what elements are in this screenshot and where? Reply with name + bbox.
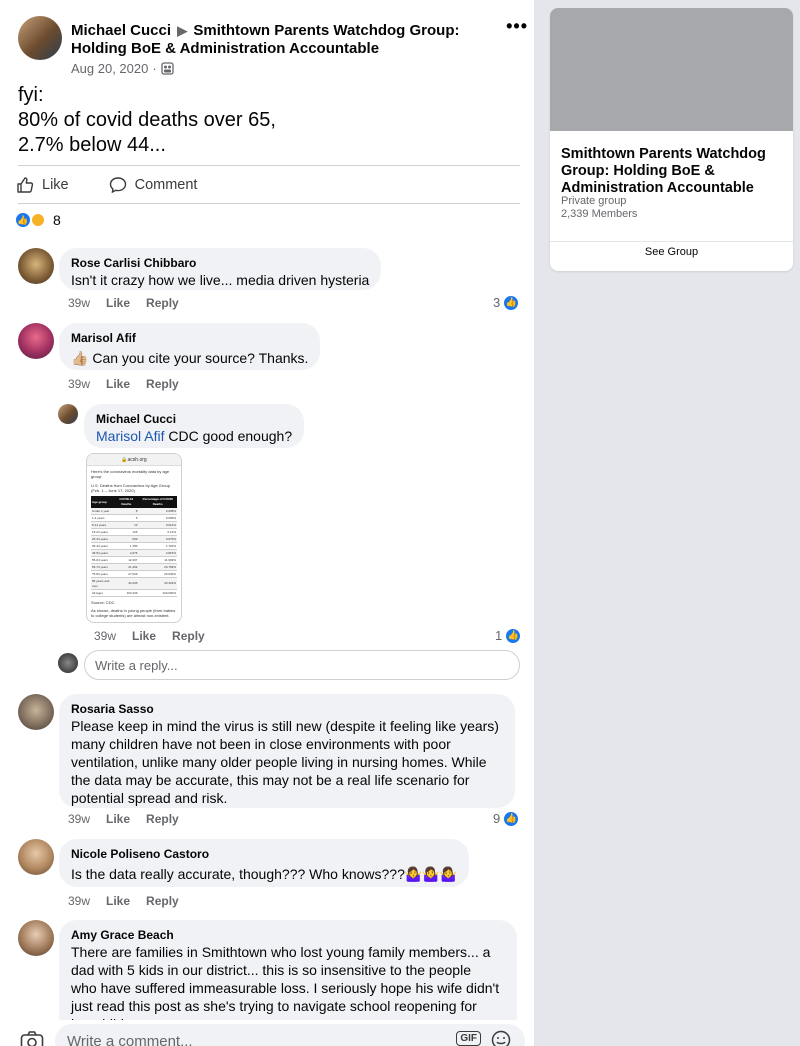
post-actions	[16, 173, 516, 197]
like-reaction-icon: 👍	[504, 812, 518, 826]
table-cell: 85 years and over	[91, 578, 114, 590]
comment-actions	[68, 894, 179, 908]
table-cell: 25-34 years	[91, 536, 114, 543]
post-meta	[71, 61, 174, 76]
comment-like-link[interactable]: Like	[132, 629, 157, 643]
comment	[18, 694, 523, 829]
table-cell: 11.909%	[138, 557, 177, 564]
article-content	[87, 466, 181, 621]
like-label: Like	[42, 177, 69, 193]
table-cell: 35-44 years	[91, 543, 114, 550]
comment-actions	[94, 629, 205, 643]
table-cell: 5-14 years	[91, 522, 114, 529]
comment-time[interactable]: 39w	[68, 812, 91, 826]
table-cell: 65-74 years	[91, 564, 114, 571]
divider	[550, 241, 793, 242]
comment-text	[71, 349, 308, 367]
table-cell: 26.640%	[138, 571, 177, 578]
group-card	[550, 8, 793, 271]
divider	[18, 165, 520, 166]
current-user-avatar	[58, 653, 78, 673]
table-row	[91, 571, 177, 578]
table-cell: 0.676%	[138, 536, 177, 543]
lock-icon: 🔒	[121, 456, 128, 463]
comment-bubble	[84, 404, 304, 448]
post-header	[18, 16, 528, 80]
comment-reply-link[interactable]: Reply	[172, 629, 205, 643]
table-cell: All Ages	[91, 590, 114, 597]
table-cell: 33.323%	[138, 578, 177, 590]
comment-text-body: Can you cite your source? Thanks.	[92, 350, 309, 366]
comment-actions	[68, 377, 179, 391]
table-cell: 5	[114, 515, 138, 522]
table-row	[91, 515, 177, 522]
table-body	[91, 508, 177, 597]
comment-reply-link[interactable]: Reply	[146, 812, 179, 826]
comment-like-link[interactable]: Like	[106, 812, 131, 826]
commenter-name[interactable]: Marisol Afif	[71, 331, 136, 345]
comment-time[interactable]: 39w	[68, 296, 91, 310]
commenter-name[interactable]: Rose Carlisi Chibbaro	[71, 256, 197, 270]
table-row	[91, 529, 177, 536]
post-title	[71, 22, 471, 58]
comment-text-line: the data may be accurate, this may not be a real life scenario for	[71, 772, 470, 788]
table-header-cell: Percentage of COVID Deaths	[142, 497, 173, 506]
table-cell: 55-64 years	[91, 557, 114, 564]
comment	[18, 920, 523, 1030]
commenter-name[interactable]: Nicole Poliseno Castoro	[71, 847, 210, 861]
comment-text	[96, 427, 292, 445]
table-cell: 0.12%	[138, 529, 177, 536]
table-cell: 103,339	[114, 590, 138, 597]
table-cell: 27,529	[114, 571, 138, 578]
table-cell: 4,976	[114, 550, 138, 557]
commenter-avatar[interactable]	[18, 248, 54, 284]
comment-input[interactable]	[55, 1024, 525, 1046]
table-row	[91, 578, 177, 590]
table-cell: 699	[114, 536, 138, 543]
group-privacy: Private group	[561, 195, 627, 207]
reaction-summary[interactable]	[16, 212, 61, 228]
comment-reactions[interactable]	[493, 295, 518, 310]
commenter-avatar[interactable]	[58, 404, 78, 424]
table-cell: 21,462	[114, 564, 138, 571]
reaction-count: 8	[53, 212, 61, 228]
comment-bubble	[59, 920, 517, 1034]
table-cell: 100.000%	[138, 590, 177, 597]
comment-text-line: just read this post as she's trying to navigate school reopening for	[71, 998, 477, 1014]
commenter-name[interactable]: Amy Grace Beach	[71, 928, 174, 942]
group-audience-icon	[161, 62, 174, 75]
table-cell: 0.005%	[138, 515, 177, 522]
comment-icon	[109, 176, 127, 194]
group-name[interactable]: Smithtown Parents Watchdog Group: Holding BoE & Administration Accountable	[71, 22, 460, 57]
table-row	[91, 564, 177, 571]
comment-text-line: who have suffered immeasurable loss. I seriously hope his wife didn't	[71, 980, 500, 996]
camera-icon[interactable]	[20, 1030, 44, 1046]
table-header-cell: Age group	[92, 499, 107, 504]
comment-text-line: ventilation, unlike many older people living in nursing homes. While	[71, 754, 487, 770]
comment	[18, 248, 523, 313]
comment-reaction-count: 9	[493, 811, 501, 826]
mention-link[interactable]: Marisol Afif	[96, 428, 165, 444]
table-header-cell: COVID-19 Deaths	[119, 497, 134, 506]
group-member-count: 2,339 Members	[561, 208, 638, 220]
comment-text-line: Please keep in mind the virus is still new (despite it feeling like years)	[71, 718, 499, 734]
table-cell: 34,435	[114, 578, 138, 590]
author-name[interactable]: Michael Cucci	[71, 22, 172, 39]
divider	[18, 203, 520, 204]
like-reaction-icon: 👍	[504, 296, 518, 310]
like-reaction-icon: 👍	[16, 213, 30, 227]
table-cell: 0.012%	[138, 522, 177, 529]
table-cell: 125	[114, 529, 138, 536]
like-button[interactable]	[16, 173, 69, 197]
comment-label: Comment	[134, 177, 198, 193]
comment-bubble	[59, 248, 381, 290]
sad-reaction-icon	[31, 213, 45, 227]
image-attachment[interactable]	[86, 453, 182, 623]
table-row	[91, 590, 177, 597]
more-options-button[interactable]: •••	[506, 16, 528, 36]
comment-text	[71, 717, 503, 807]
comment-reply-link[interactable]: Reply	[146, 296, 179, 310]
comment-time[interactable]: 39w	[68, 894, 91, 908]
commenter-avatar[interactable]	[18, 694, 54, 730]
post-text	[18, 83, 498, 158]
article-table-title: U.S. Deaths from Coronavirus by Age Group (Feb. 1 – June 17, 2020)	[91, 483, 170, 493]
post-text-line: fyi:	[18, 84, 44, 106]
table-cell: 4.815%	[138, 550, 177, 557]
table-row	[91, 536, 177, 543]
thumbs-up-icon	[16, 176, 34, 194]
comment-button[interactable]	[109, 173, 198, 197]
see-group-button[interactable]: See Group	[644, 246, 699, 258]
comment-text: Is the data really accurate, though??? Who knows???🤷‍♀️🤷‍♀️🤷‍♀️	[71, 866, 458, 882]
comment-text-line: dad with 5 kids in our district... this is so insensitive to the people	[71, 962, 471, 978]
commenter-avatar[interactable]	[18, 323, 54, 359]
comment-bubble	[59, 694, 515, 808]
comment-text-line: potential spread and risk.	[71, 790, 228, 806]
comment-like-link[interactable]: Like	[106, 894, 131, 908]
table-cell: 8	[114, 508, 138, 515]
table-cell: 45-54 years	[91, 550, 114, 557]
url-text: acsh.org	[127, 456, 147, 463]
comment-actions	[68, 812, 179, 826]
table-row	[91, 550, 177, 557]
comment-composer	[0, 1020, 534, 1046]
comment-reply-link[interactable]: Reply	[146, 894, 179, 908]
meta-separator: ·	[152, 61, 157, 76]
article-footer: As shown, deaths in young people (from babies to college students) are almost non-existent.	[91, 608, 176, 618]
arrow-right-icon: ▶	[177, 23, 188, 38]
table-cell: 15-24 years	[91, 529, 114, 536]
post-text-line: 80% of covid deaths over 65,	[18, 109, 276, 131]
commenter-avatar[interactable]	[18, 839, 54, 875]
commenter-name[interactable]: Rosaria Sasso	[71, 702, 154, 716]
table-cell: 75-84 years	[91, 571, 114, 578]
table-cell: 20.769%	[138, 564, 177, 571]
comment-reply-link[interactable]: Reply	[146, 377, 179, 391]
comment-text: Isn't it crazy how we live... media driven hysteria	[71, 272, 370, 288]
comment-bubble	[59, 839, 469, 887]
like-reaction-icon: 👍	[506, 629, 520, 643]
comment-like-link[interactable]: Like	[106, 296, 131, 310]
commenter-avatar[interactable]	[18, 920, 54, 956]
reply-composer	[58, 650, 520, 680]
comment-time[interactable]: 39w	[94, 629, 117, 643]
post-text-line: 2.7% below 44...	[18, 134, 166, 156]
table-cell: 13	[114, 522, 138, 529]
comment-text-line: There are families in Smithtown who lost young family members... a	[71, 944, 491, 960]
emoji-icon[interactable]	[491, 1030, 511, 1046]
author-avatar[interactable]	[18, 16, 62, 60]
url-bar	[87, 454, 181, 466]
comment-like-link[interactable]: Like	[106, 377, 131, 391]
table-row	[91, 522, 177, 529]
article-source: Source: CDC	[91, 600, 115, 605]
comment-reaction-count: 3	[493, 295, 501, 310]
table-cell: Under 1 year	[91, 508, 114, 515]
comment-reactions[interactable]	[493, 811, 518, 826]
comment-reaction-count: 1	[495, 628, 503, 643]
thumbs-up-emoji: 👍🏼	[71, 350, 89, 366]
data-table	[91, 496, 177, 597]
table-cell: 1.722%	[138, 543, 177, 550]
comment-bubble	[59, 323, 320, 370]
reply-input[interactable]: Write a reply...	[84, 650, 520, 680]
comment	[18, 323, 523, 393]
comment-text-body: CDC good enough?	[164, 428, 293, 444]
gif-icon[interactable]: GIF	[456, 1031, 481, 1046]
table-cell: 1-4 years	[91, 515, 114, 522]
table-cell: 12,307	[114, 557, 138, 564]
post-date[interactable]: Aug 20, 2020	[71, 61, 149, 76]
comment-text-line: many children have not been in close environments with poor	[71, 736, 451, 752]
table-cell: 0.008%	[138, 508, 177, 515]
table-header-row	[91, 496, 177, 508]
table-row	[91, 557, 177, 564]
group-title[interactable]: Smithtown Parents Watchdog Group: Holding BoE & Administration Accountable	[561, 146, 766, 196]
comment	[18, 839, 523, 909]
comment-actions	[68, 296, 179, 310]
group-cover-photo[interactable]	[550, 8, 793, 131]
article-intro: Here's the coronavirus mortality data by age group:	[91, 469, 170, 479]
commenter-name[interactable]: Michael Cucci	[96, 412, 177, 426]
table-row	[91, 543, 177, 550]
comment-time[interactable]: 39w	[68, 377, 91, 391]
comment-input-placeholder: Write a comment...	[67, 1033, 193, 1046]
comment-reactions[interactable]	[495, 628, 520, 643]
table-cell: 1,780	[114, 543, 138, 550]
